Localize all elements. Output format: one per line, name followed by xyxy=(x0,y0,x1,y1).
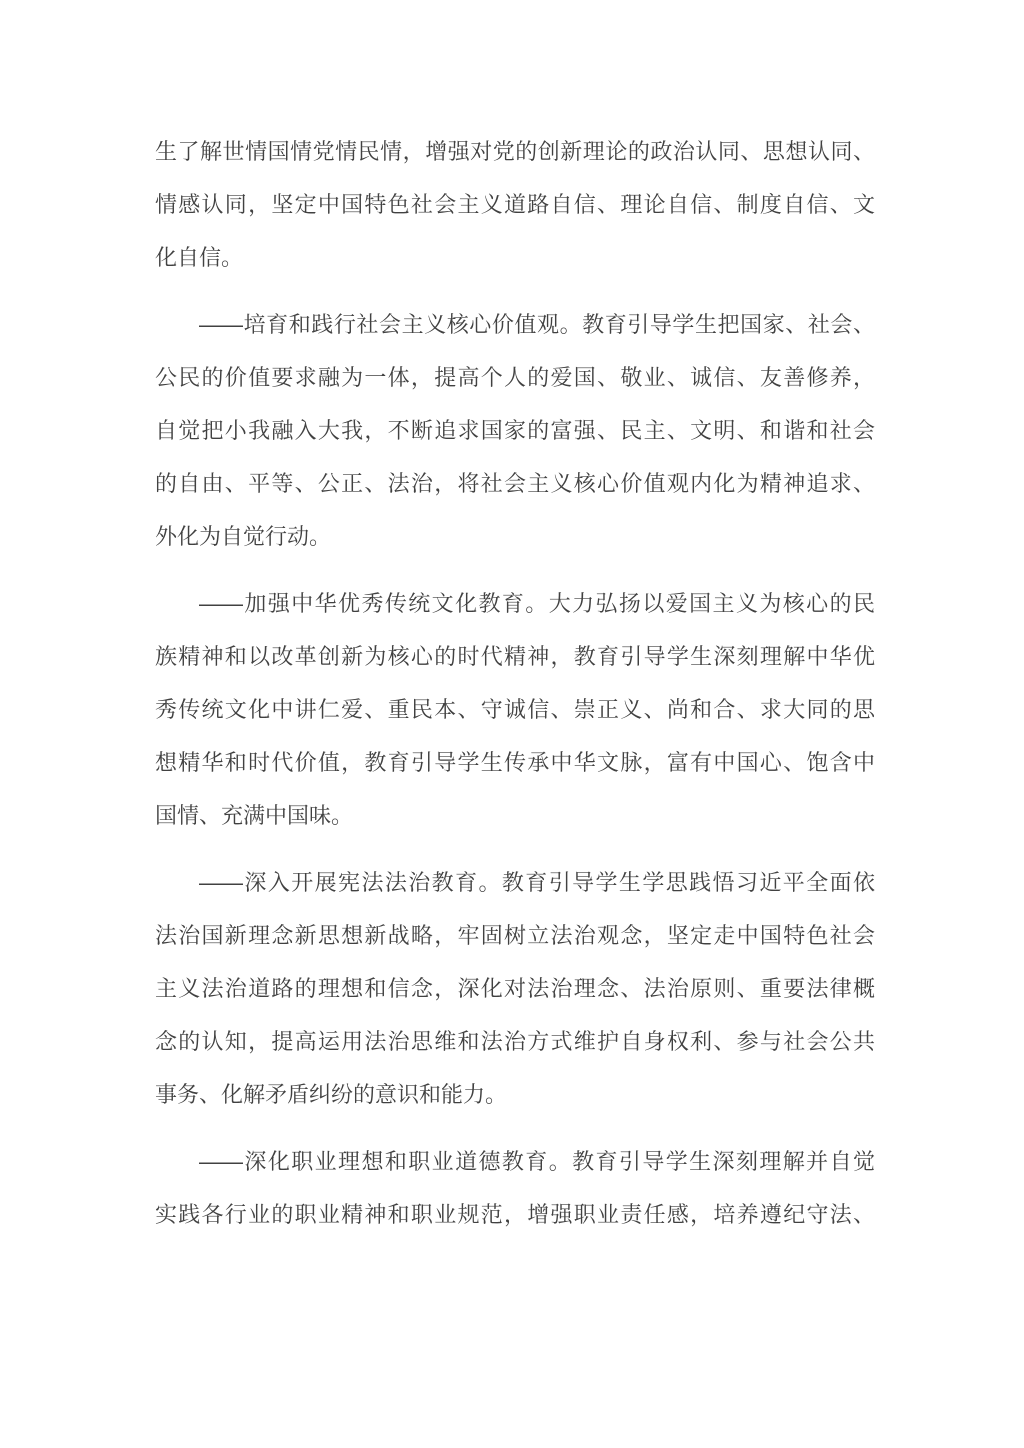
text-line: 实践各行业的职业精神和职业规范，增强职业责任感，培养遵纪守法、 xyxy=(155,1202,875,1227)
text-line: ——培育和践行社会主义核心价值观。教育引导学生把国家、社会、 xyxy=(199,312,875,337)
text-line: 秀传统文化中讲仁爱、重民本、守诚信、崇正义、尚和合、求大同的思 xyxy=(155,697,875,722)
document-text-block xyxy=(155,125,875,1255)
text-line: 想精华和时代价值，教育引导学生传承中华文脉，富有中国心、饱含中 xyxy=(155,750,875,775)
text-line: 国情、充满中国味。 xyxy=(155,803,354,828)
paragraph xyxy=(155,577,875,842)
text-line: 法治国新理念新思想新战略，牢固树立法治观念，坚定走中国特色社会 xyxy=(155,923,875,948)
text-line: 自觉把小我融入大我，不断追求国家的富强、民主、文明、和谐和社会 xyxy=(155,418,875,443)
text-line: 生了解世情国情党情民情，增强对党的创新理论的政治认同、思想认同、 xyxy=(155,139,875,164)
text-line: 公民的价值要求融为一体，提高个人的爱国、敬业、诚信、友善修养， xyxy=(155,365,875,390)
text-line: 念的认知，提高运用法治思维和法治方式维护自身权利、参与社会公共 xyxy=(155,1029,875,1054)
text-line: ——深化职业理想和职业道德教育。教育引导学生深刻理解并自觉 xyxy=(199,1149,875,1174)
text-line: ——深入开展宪法法治教育。教育引导学生学思践悟习近平全面依 xyxy=(199,870,875,895)
paragraph xyxy=(155,125,875,284)
paragraph xyxy=(155,1135,875,1241)
paragraph xyxy=(155,298,875,563)
text-line: ——加强中华优秀传统文化教育。大力弘扬以爱国主义为核心的民 xyxy=(199,591,875,616)
text-line: 主义法治道路的理想和信念，深化对法治理念、法治原则、重要法律概 xyxy=(155,976,875,1001)
text-line: 化自信。 xyxy=(155,245,244,270)
text-line: 的自由、平等、公正、法治，将社会主义核心价值观内化为精神追求、 xyxy=(155,471,875,496)
paragraph xyxy=(155,856,875,1121)
text-line: 情感认同，坚定中国特色社会主义道路自信、理论自信、制度自信、文 xyxy=(155,192,875,217)
text-line: 外化为自觉行动。 xyxy=(155,524,332,549)
text-line: 族精神和以改革创新为核心的时代精神，教育引导学生深刻理解中华优 xyxy=(155,644,875,669)
text-line: 事务、化解矛盾纠纷的意识和能力。 xyxy=(155,1082,508,1107)
